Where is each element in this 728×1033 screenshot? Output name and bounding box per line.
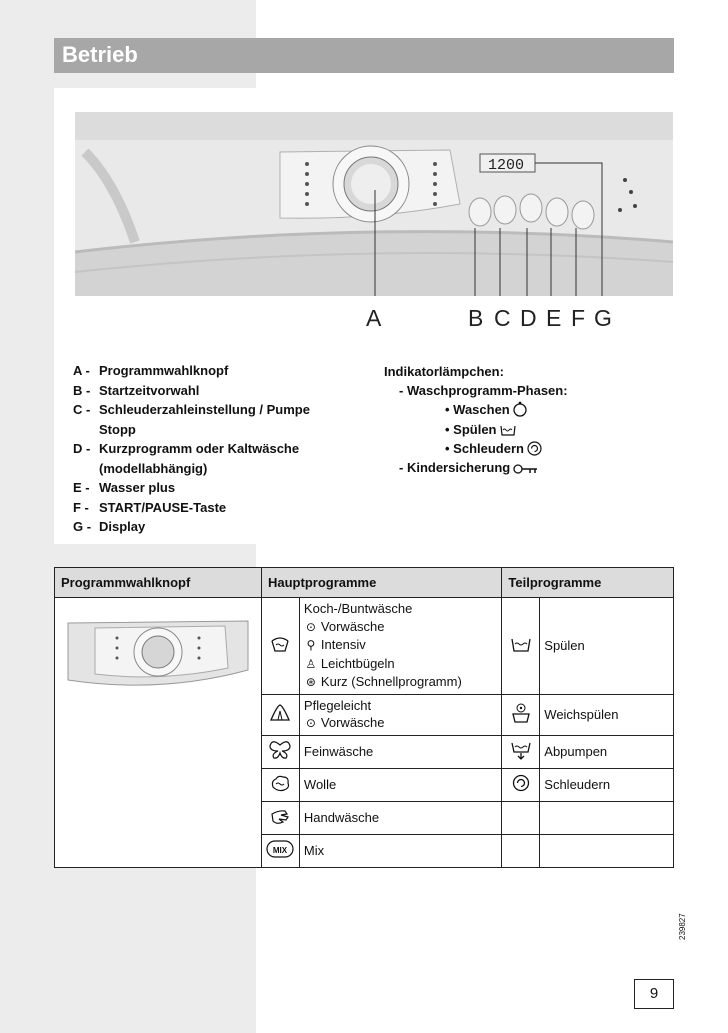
prewash-icon: ⊙ (305, 619, 316, 634)
hand-wash-icon (269, 806, 291, 826)
empty-cell (540, 834, 674, 867)
mix-icon-cell (261, 834, 299, 867)
easy-care-icon (269, 703, 291, 723)
handwash-icon-cell (261, 801, 299, 834)
phase-waschen: • Waschen (384, 400, 568, 419)
callout-c: C (494, 305, 511, 331)
callout-d: D (520, 305, 537, 331)
empty-cell (540, 801, 674, 834)
mix-icon-label: MIX (273, 846, 288, 855)
pflegeleicht-cell: Pflegeleicht ⊙ Vorwäsche (299, 694, 501, 735)
spin-icon (512, 774, 530, 792)
section-header (54, 38, 674, 73)
key-icon (513, 463, 539, 475)
indicator-title: Indikatorlämpchen: (384, 364, 504, 379)
mix-icon (266, 840, 294, 858)
display-readout: 1200 (488, 157, 525, 174)
easy-iron-icon: ♙ (305, 656, 317, 671)
legend-item: (modellabhängig) (99, 460, 208, 476)
table-header-row (55, 568, 674, 598)
wool-icon (269, 773, 291, 793)
mix-cell: Mix (299, 834, 501, 867)
col-header-sub: Teilprogramme (502, 568, 674, 598)
knob-cell (55, 598, 262, 868)
col-header-knob: Programmwahlknopf (55, 568, 262, 598)
callout-b: B (468, 305, 484, 331)
abpumpen-cell: Abpumpen (540, 735, 674, 768)
empty-icon-cell (502, 801, 540, 834)
quick-program-icon: ⊛ (305, 675, 316, 689)
legend-item: G - Display (73, 519, 146, 534)
section-title: Betrieb (62, 42, 138, 67)
callout-a: A (366, 305, 382, 331)
easy-care-icon-cell (261, 694, 299, 735)
prewash-icon: ⊙ (305, 716, 316, 730)
koch-buntwaesche-cell: Koch-/Buntwäsche ⊙ Vorwäsche ⚲ Intensiv ♙ Leichtbügeln ⊛ Kurz (Schnellprogramm) (299, 598, 501, 695)
rinse-icon-cell (502, 598, 540, 695)
legend-list (73, 361, 310, 537)
indicator-list (384, 362, 568, 477)
program-knob-illustration (65, 618, 250, 696)
wool-icon-cell (261, 768, 299, 801)
drain-icon-cell (502, 735, 540, 768)
legend-item: Stopp (99, 421, 136, 437)
callout-g: G (594, 305, 612, 331)
wolle-cell: Wolle (299, 768, 501, 801)
rinse-phase-icon (500, 423, 516, 437)
table-row (55, 598, 674, 695)
spuelen-cell: Spülen (540, 598, 674, 695)
empty-icon-cell (502, 834, 540, 867)
legend-item: D - Kurzprogramm oder Kaltwäsche (73, 441, 300, 456)
callout-f: F (571, 305, 586, 331)
legend-item: C - Schleuderzahleinstellung / Pumpe (73, 402, 310, 417)
program-table (54, 567, 674, 868)
page-number: 9 (634, 979, 674, 1009)
butterfly-icon (268, 740, 292, 760)
document-number: 239827 (678, 913, 687, 940)
phases-title: - Waschprogramm-Phasen: (399, 383, 568, 399)
schleudern-cell: Schleudern (540, 768, 674, 801)
col-header-main: Hauptprogramme (261, 568, 501, 598)
legend-item: A - Programmwahlknopf (73, 363, 229, 378)
handwaesche-cell: Handwäsche (299, 801, 501, 834)
spin-icon-cell (502, 768, 540, 801)
spin-phase-icon (527, 441, 542, 456)
legend-item: F - START/PAUSE-Taste (73, 499, 227, 515)
intensive-icon: ⚲ (306, 638, 316, 652)
drain-icon (510, 740, 532, 760)
legend-item: E - Wasser plus (73, 480, 176, 495)
washing-machine-panel-illustration (75, 112, 673, 296)
phase-spuelen: • Spülen (384, 420, 568, 439)
rinse-icon (510, 635, 532, 653)
callout-e: E (546, 305, 562, 331)
phase-schleudern: • Schleudern (384, 439, 568, 458)
boil-wash-icon-cell (261, 598, 299, 695)
weichspuelen-cell: Weichspülen (540, 694, 674, 735)
feinwaesche-cell: Feinwäsche (299, 735, 501, 768)
legend-item: B - Startzeitvorwahl (73, 382, 200, 398)
fabric-softener-icon (510, 702, 532, 724)
boil-wash-icon (269, 633, 291, 655)
delicate-icon-cell (261, 735, 299, 768)
wash-phase-icon (513, 401, 527, 417)
softener-icon-cell (502, 694, 540, 735)
childlock-indicator: - Kindersicherung (384, 458, 568, 477)
